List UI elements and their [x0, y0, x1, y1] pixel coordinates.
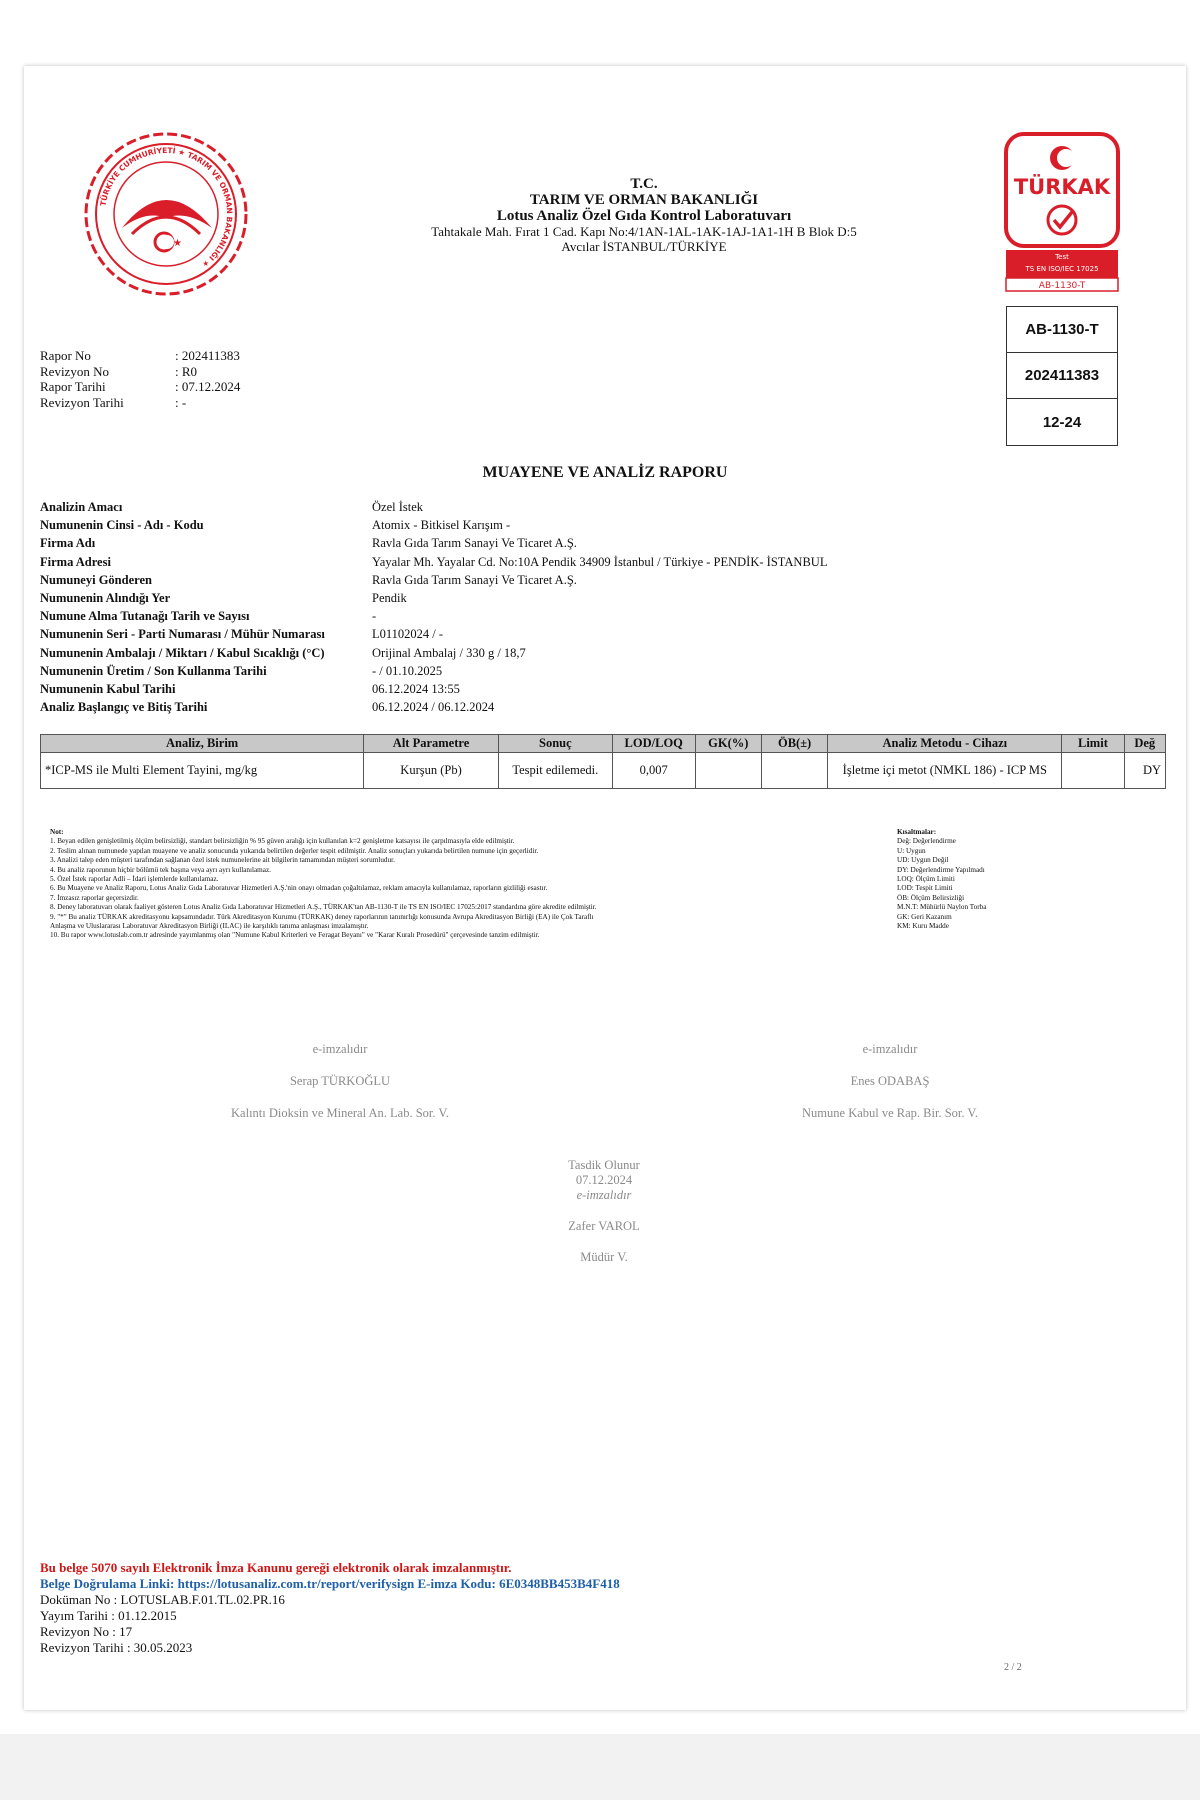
info-key: Numunenin Ambalajı / Miktarı / Kabul Sıcaklığı (°C) — [40, 645, 325, 660]
approval-signature — [504, 1158, 704, 1265]
accreditation-code: AB-1130-T — [1007, 307, 1117, 353]
approval-title: Tasdik Olunur — [568, 1158, 640, 1172]
info-row — [40, 698, 827, 716]
approval-role: Müdür V. — [580, 1250, 628, 1264]
meta-value: : - — [175, 394, 187, 410]
info-row — [40, 589, 827, 607]
abbreviation-item: KM: Kuru Madde — [897, 922, 949, 931]
report-meta — [40, 348, 240, 410]
signature-right — [690, 1042, 1090, 1138]
meta-row — [40, 364, 240, 380]
bottom-strip — [0, 1734, 1200, 1800]
abbreviation-item: UD: Uygun Değil — [897, 856, 949, 865]
approval-date: 07.12.2024 — [575, 1173, 633, 1187]
notes-section — [50, 828, 810, 941]
revision-date: Revizyon Tarihi : 30.05.2023 — [40, 1640, 193, 1655]
signature-name: Serap TÜRKOĞLU — [289, 1074, 391, 1088]
table-header-row — [41, 735, 1166, 753]
table-header: GK(%) — [695, 735, 761, 753]
meta-key: Rapor No — [40, 348, 91, 363]
svg-text:★: ★ — [173, 238, 182, 249]
note-item: Anlaşma ve Uluslararası Laboratuvar Akreditasyon Birliği (ILAC) ile karşılıklı tanıma anlaşması imzalamıştır. — [50, 922, 369, 931]
info-value: Ravla Gıda Tarım Sanayi Ve Ticaret A.Ş. — [372, 536, 577, 551]
note-item: 2. Teslim alınan numunede yapılan muayene ve analiz sonucunda yukarıda belirtilen değerler tespit edilmiştir. Analiz sonuçları yukarıda belirtilen numune için geçerlidir. — [50, 846, 539, 855]
meta-row — [40, 395, 240, 411]
info-key: Numuneyi Gönderen — [40, 572, 152, 587]
info-key: Numune Alma Tutanağı Tarih ve Sayısı — [40, 609, 250, 624]
note-item: 6. Bu Muayene ve Analiz Raporu, Lotus Analiz Gıda Laboratuvar Hizmetleri A.Ş.'nin onayı olmadan çoğaltılamaz, reklam amacıyla kullanılamaz, raporların gizliliği esastır. — [50, 884, 548, 893]
signature-role: Kalıntı Dioksin ve Mineral An. Lab. Sor. V. — [231, 1106, 449, 1120]
info-value: - — [372, 609, 377, 624]
header-address-1: Tahtakale Mah. Fırat 1 Cad. Kapı No:4/1AN-1AL-1AK-1AJ-1A1-1H B Blok D:5 — [431, 224, 857, 239]
signature-name: Enes ODABAŞ — [850, 1074, 930, 1088]
info-value: - / 01.10.2025 — [372, 663, 443, 678]
table-cell: 0,007 — [612, 753, 695, 789]
abbreviations-section — [897, 828, 1117, 931]
table-cell — [695, 753, 761, 789]
table-header: Analiz Metodu - Cihazı — [828, 735, 1062, 753]
info-value: Yayalar Mh. Yayalar Cd. No:10A Pendik 34909 İstanbul / Türkiye - PENDİK- İSTANBUL — [372, 554, 828, 569]
info-row — [40, 498, 827, 516]
document-number: Doküman No : LOTUSLAB.F.01.TL.02.PR.16 — [40, 1592, 285, 1607]
table-header: LOD/LOQ — [612, 735, 695, 753]
meta-key: Revizyon No — [40, 363, 109, 379]
table-header: Sonuç — [498, 735, 612, 753]
meta-value: : 07.12.2024 — [175, 379, 241, 394]
page-number: 2 / 2 — [1004, 1662, 1022, 1673]
turkak-test-text: Test — [1055, 253, 1069, 261]
info-row — [40, 680, 827, 698]
abbreviation-item: U: Uygun — [897, 846, 926, 855]
signature-status: e-imzalıdır — [312, 1042, 368, 1056]
publication-date: Yayım Tarihi : 01.12.2015 — [40, 1608, 177, 1623]
esign-notice: Bu belge 5070 sayılı Elektronik İmza Kanunu gereği elektronik olarak imzalanmıştır. — [40, 1560, 512, 1575]
document-page — [24, 66, 1186, 1710]
info-row — [40, 516, 827, 534]
info-value: Ravla Gıda Tarım Sanayi Ve Ticaret A.Ş. — [372, 572, 577, 587]
info-key: Analizin Amacı — [40, 500, 123, 514]
info-value: 06.12.2024 / 06.12.2024 — [372, 700, 495, 715]
info-value: Atomix - Bitkisel Karışım - — [372, 518, 511, 533]
table-header: Değ — [1124, 735, 1166, 753]
note-item: 9. "*" Bu analiz TÜRKAK akreditasyonu kapsamındadır. Türk Akreditasyon Kurumu (TÜRKAK) deney raporlarının tanınırlığı konusunda Avrupa Akreditasyon Birliği (EA) ile Çok Taraflı — [50, 912, 594, 921]
note-item: 10. Bu rapor www.lotuslab.com.tr adresinde yayımlanmış olan "Numune Kabul Kriterleri ve Feragat Beyanı" ve "Karar Kuralı Prosedürü" çerçevesinde tanzim edilmiştir. — [50, 931, 540, 940]
info-row — [40, 607, 827, 625]
info-row — [40, 662, 827, 680]
table-header: ÖB(±) — [761, 735, 827, 753]
table-cell: Tespit edilemedi. — [498, 753, 612, 789]
turkak-code-text: AB-1130-T — [1038, 281, 1086, 291]
signature-left — [140, 1042, 540, 1138]
info-row — [40, 571, 827, 589]
table-header: Alt Parametre — [364, 735, 499, 753]
report-period-box: 12-24 — [1042, 413, 1082, 431]
info-row — [40, 553, 827, 571]
table-cell: DY — [1124, 753, 1166, 789]
sample-info — [40, 498, 827, 716]
meta-row — [40, 348, 240, 364]
abbreviations-title: Kısaltmalar: — [897, 828, 937, 836]
notes-title: Not: — [50, 828, 64, 836]
header-ministry: TARIM VE ORMAN BAKANLIĞI — [529, 192, 759, 208]
approval-name: Zafer VAROL — [568, 1219, 640, 1233]
info-key: Numunenin Alındığı Yer — [40, 591, 171, 606]
turkak-brand-text: TÜRKAK — [1013, 175, 1111, 199]
info-value: Özel İstek — [372, 500, 424, 514]
info-key: Firma Adresi — [40, 554, 111, 569]
abbreviation-item: ÖB: Ölçüm Belirsizliği — [897, 893, 965, 902]
table-cell — [1062, 753, 1124, 789]
note-item: 8. Deney laboratuvarı olarak faaliyet gösteren Lotus Analiz Gıda Laboratuvar Hizmetleri A.Ş., TÜRKAK'tan AB-1130-T ile TS EN ISO/IEC 17025:2017 standardına göre akredite edilmiştir. — [50, 903, 597, 912]
abbreviation-item: GK: Geri Kazanım — [897, 912, 952, 921]
table-row — [41, 753, 1166, 789]
table-cell: İşletme içi metot (NMKL 186) - ICP MS — [828, 753, 1062, 789]
note-item: 5. Özel İstek raporlar Adli – İdari işlemlerde kullanılamaz. — [50, 875, 219, 884]
info-key: Analiz Başlangıç ve Bitiş Tarihi — [40, 700, 208, 715]
approval-status: e-imzalıdır — [576, 1188, 632, 1202]
document-footer — [40, 1560, 620, 1656]
note-item: 1. Beyan edilen genişletilmiş ölçüm belirsizliği, standart belirsizliğin % 95 güven aralığı için kullanılan k=2 genişletme katsayısı ile çarpılmasıyla elde edilmiştir. — [50, 837, 515, 846]
turkak-standard-text: TS EN ISO/IEC 17025 — [1025, 265, 1099, 273]
info-key: Numunenin Cinsi - Adı - Kodu — [40, 518, 204, 533]
table-header: Analiz, Birim — [41, 735, 364, 753]
note-item: 4. Bu analiz raporunun hiçbir bölümü tek başına veya ayrı ayrı kullanılamaz. — [50, 865, 271, 874]
meta-value: : 202411383 — [175, 348, 240, 363]
info-key: Firma Adı — [40, 536, 96, 551]
info-value: Orijinal Ambalaj / 330 g / 18,7 — [372, 645, 526, 660]
results-table — [40, 734, 1166, 789]
info-value: 06.12.2024 13:55 — [372, 682, 460, 697]
lab-header — [354, 176, 934, 254]
abbreviation-item: Değ: Değerlendirme — [897, 837, 956, 846]
info-row — [40, 644, 827, 662]
signature-status: e-imzalıdır — [862, 1042, 918, 1056]
meta-key: Revizyon Tarihi — [40, 394, 124, 410]
meta-row — [40, 379, 240, 395]
abbreviation-item: M.N.T: Mühürlü Naylon Torba — [897, 903, 987, 912]
accreditation-id-box — [1006, 306, 1118, 446]
table-cell: Kurşun (Pb) — [364, 753, 499, 789]
table-cell: *ICP-MS ile Multi Element Tayini, mg/kg — [41, 753, 364, 789]
info-key: Numunenin Üretim / Son Kullanma Tarihi — [40, 663, 267, 678]
turkak-accreditation-logo — [1004, 132, 1120, 292]
meta-key: Rapor Tarihi — [40, 379, 106, 394]
info-value: Pendik — [372, 591, 407, 606]
info-row — [40, 625, 827, 643]
verification-link[interactable]: Belge Doğrulama Linki: https://lotusanaliz.com.tr/report/verifysign E-imza Kodu: 6E0348BB453B4F418 — [40, 1576, 620, 1591]
svg-text:TÜRKİYE CUMHURİYETİ ★ TARIM VE: TÜRKİYE CUMHURİYETİ ★ TARIM VE ORMAN BAKANLIĞI ★ — [98, 145, 235, 270]
abbreviation-item: LOQ: Ölçüm Limiti — [897, 875, 955, 884]
table-cell — [761, 753, 827, 789]
report-number-box: 202411383 — [1007, 353, 1117, 399]
ministry-seal-logo — [82, 130, 250, 298]
abbreviation-item: DY: Değerlendirme Yapılmadı — [897, 865, 985, 874]
meta-value: : R0 — [175, 363, 198, 379]
header-tc: T.C. — [630, 176, 658, 192]
report-title: MUAYENE VE ANALİZ RAPORU — [482, 464, 728, 481]
header-lab-name: Lotus Analiz Özel Gıda Kontrol Laboratuvarı — [496, 208, 792, 224]
info-value: L01102024 / - — [372, 627, 444, 642]
note-item: 7. İmzasız raporlar geçersizdir. — [50, 893, 139, 902]
note-item: 3. Analizi talep eden müşteri tarafından sağlanan özel istek numunelerine ait bilgilerin tamamından müşteri sorumludur. — [50, 856, 395, 865]
header-address-2: Avcılar İSTANBUL/TÜRKİYE — [561, 239, 727, 254]
info-key: Numunenin Seri - Parti Numarası / Mühür Numarası — [40, 627, 325, 642]
info-key: Numunenin Kabul Tarihi — [40, 682, 176, 697]
signature-role: Numune Kabul ve Rap. Bir. Sor. V. — [802, 1106, 978, 1120]
revision-number: Revizyon No : 17 — [40, 1624, 133, 1639]
table-header: Limit — [1062, 735, 1124, 753]
abbreviation-item: LOD: Tespit Limiti — [897, 884, 953, 893]
info-row — [40, 534, 827, 552]
